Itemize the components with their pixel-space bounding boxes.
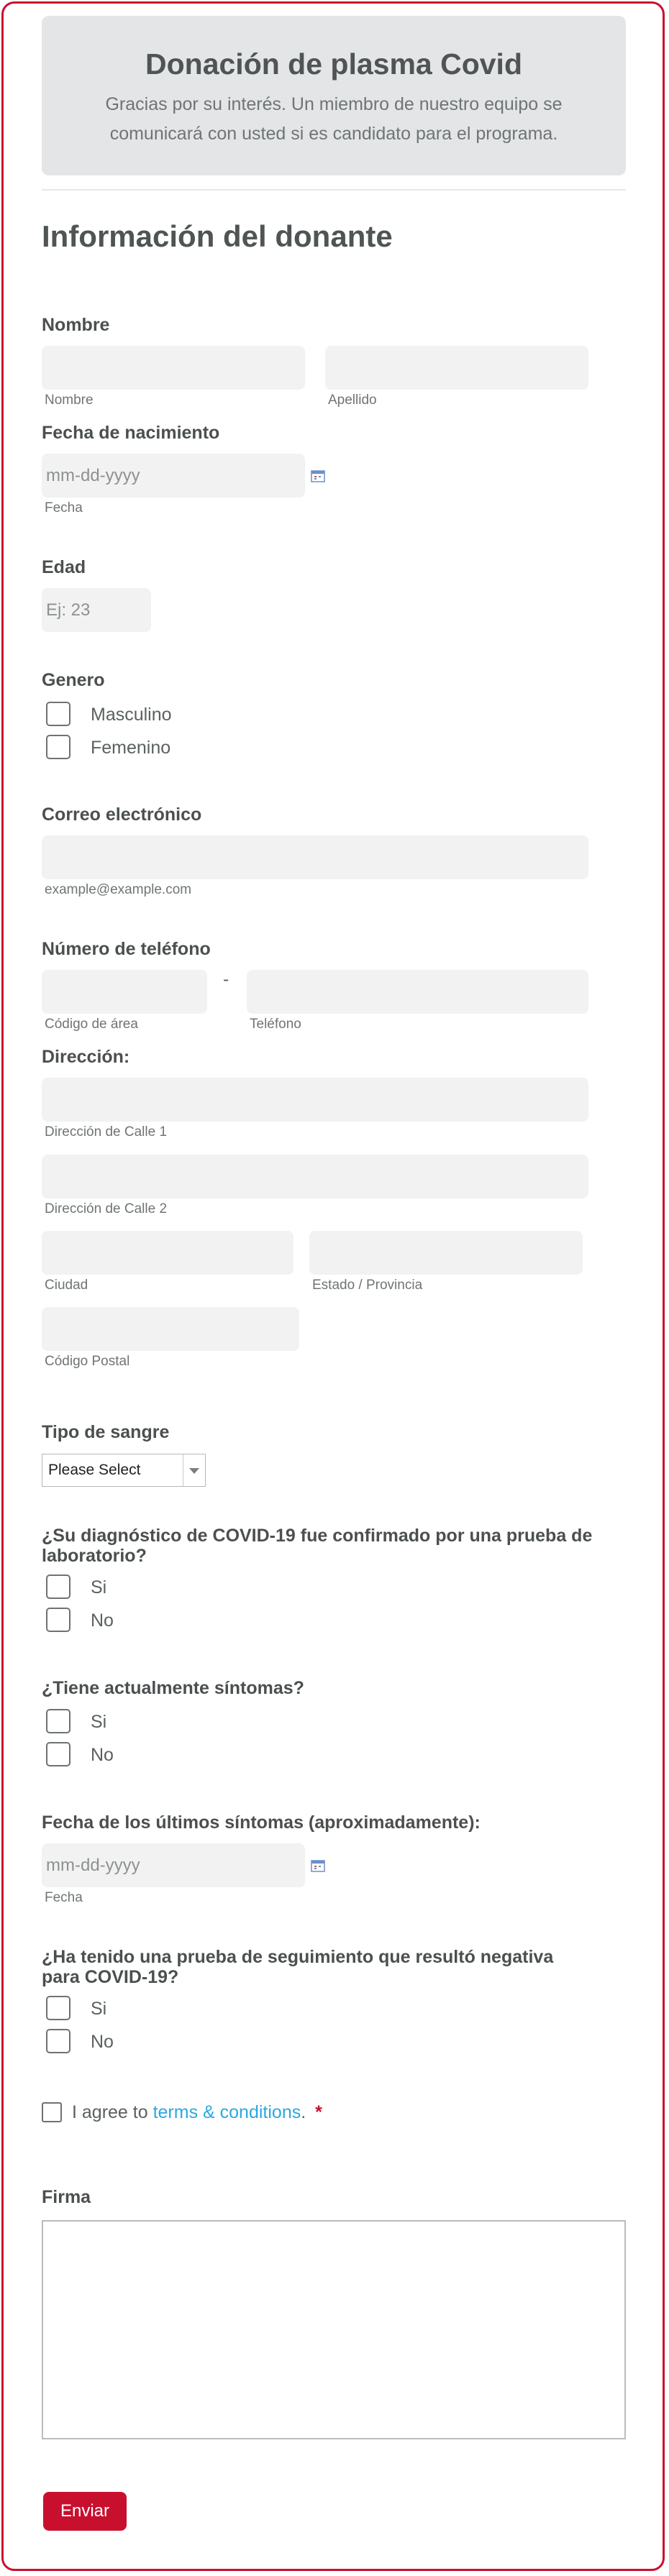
section-title: Información del donante	[42, 219, 393, 253]
followup-no-checkbox[interactable]	[46, 2029, 70, 2053]
symptoms-no-label: No	[91, 1745, 114, 1765]
gender-female-label: Femenino	[91, 738, 171, 758]
signature-label: Firma	[42, 2187, 91, 2207]
followup-yes-checkbox[interactable]	[46, 1996, 70, 2020]
terms-checkbox[interactable]	[42, 2102, 62, 2122]
symptoms-yes-label: Si	[91, 1712, 107, 1732]
email-input[interactable]	[42, 835, 588, 879]
covid-confirmed-no-label: No	[91, 1610, 114, 1631]
area-code-sublabel: Código de área	[45, 1017, 138, 1032]
city-sublabel: Ciudad	[45, 1278, 88, 1293]
email-label: Correo electrónico	[42, 805, 202, 825]
last-name-sublabel: Apellido	[328, 393, 377, 408]
dob-label: Fecha de nacimiento	[42, 423, 220, 443]
phone-number-sublabel: Teléfono	[250, 1017, 301, 1032]
gender-female-checkbox[interactable]	[46, 735, 70, 759]
age-label: Edad	[42, 557, 86, 577]
email-sublabel: example@example.com	[45, 882, 192, 897]
followup-no-label: No	[91, 2032, 114, 2052]
dob-placeholder: mm-dd-yyyy	[46, 466, 140, 485]
street1-sublabel: Dirección de Calle 1	[45, 1124, 168, 1140]
terms-suffix: .	[301, 2102, 306, 2122]
phone-label: Número de teléfono	[42, 939, 211, 959]
last-symptoms-date-input[interactable]	[42, 1843, 305, 1887]
address-label: Dirección:	[42, 1047, 130, 1067]
blood-type-selected: Please Select	[48, 1462, 141, 1478]
street2-input[interactable]	[42, 1155, 588, 1198]
covid-confirmed-yes-label: Si	[91, 1577, 107, 1598]
form-title: Donación de plasma Covid	[145, 47, 522, 81]
gender-label: Genero	[42, 670, 105, 690]
form-header	[42, 16, 626, 175]
street2-sublabel: Dirección de Calle 2	[45, 1201, 168, 1216]
postal-code-sublabel: Código Postal	[45, 1354, 130, 1369]
gender-male-label: Masculino	[91, 705, 172, 725]
required-asterisk: *	[315, 2102, 322, 2122]
last-symptoms-label: Fecha de los últimos síntomas (aproximadamente):	[42, 1812, 481, 1833]
covid-confirmed-label: ¿Su diagnóstico de COVID-19 fue confirmado por una prueba de laboratorio?	[42, 1526, 593, 1566]
last-symptoms-sublabel: Fecha	[45, 1890, 83, 1905]
covid-confirmed-yes-checkbox[interactable]	[46, 1575, 70, 1599]
divider	[42, 189, 626, 191]
terms-prefix: I agree to	[72, 2102, 153, 2122]
symptoms-yes-checkbox[interactable]	[46, 1709, 70, 1733]
age-input[interactable]	[42, 588, 151, 632]
phone-separator: -	[223, 969, 229, 989]
dob-input[interactable]	[42, 454, 305, 498]
blood-type-select[interactable]	[42, 1454, 206, 1487]
state-input[interactable]	[309, 1231, 583, 1275]
terms-text	[72, 2102, 322, 2123]
symptoms-no-checkbox[interactable]	[46, 1742, 70, 1766]
calendar-icon[interactable]	[311, 469, 325, 487]
name-label: Nombre	[42, 315, 110, 335]
last-name-input[interactable]	[325, 346, 588, 390]
signature-pad[interactable]	[42, 2220, 626, 2439]
last-symptoms-placeholder: mm-dd-yyyy	[46, 1856, 140, 1875]
submit-button[interactable]: Enviar	[43, 2492, 127, 2531]
dob-sublabel: Fecha	[45, 500, 83, 515]
blood-type-label: Tipo de sangre	[42, 1422, 170, 1442]
dropdown-arrow[interactable]	[183, 1454, 205, 1486]
terms-link[interactable]: terms & conditions	[153, 2102, 301, 2122]
city-input[interactable]	[42, 1231, 293, 1275]
followup-label: ¿Ha tenido una prueba de seguimiento que resultó negativa para COVID-19?	[42, 1947, 554, 1987]
followup-yes-label: Si	[91, 1999, 107, 2019]
first-name-sublabel: Nombre	[45, 393, 94, 408]
postal-code-input[interactable]	[42, 1307, 299, 1351]
phone-number-input[interactable]	[247, 970, 588, 1014]
gender-male-checkbox[interactable]	[46, 702, 70, 726]
covid-confirmed-no-checkbox[interactable]	[46, 1608, 70, 1632]
age-placeholder: Ej: 23	[46, 600, 91, 620]
calendar-icon[interactable]	[311, 1858, 325, 1876]
first-name-input[interactable]	[42, 346, 305, 390]
chevron-down-icon	[189, 1468, 199, 1474]
state-sublabel: Estado / Provincia	[312, 1278, 423, 1293]
symptoms-label: ¿Tiene actualmente síntomas?	[42, 1678, 304, 1698]
form-subtitle: Gracias por su interés. Un miembro de nuestro equipo se comunicará con usted si es candidato para el programa.	[105, 94, 563, 144]
street1-input[interactable]	[42, 1078, 588, 1122]
area-code-input[interactable]	[42, 970, 207, 1014]
